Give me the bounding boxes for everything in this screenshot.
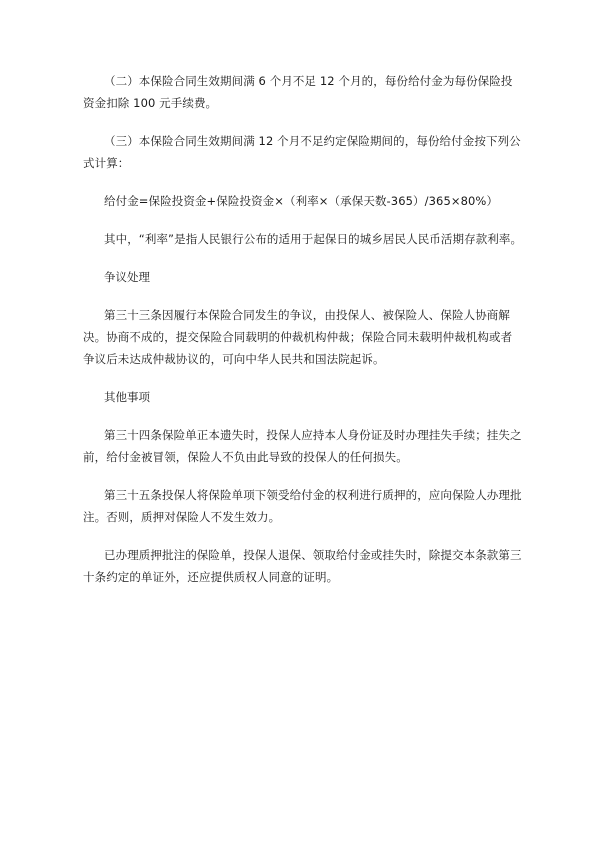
formula-paragraph: 给付金=保险投资金+保险投资金×（利率×（承保天数-365）/365×80%） [104,194,499,208]
document-body [83,70,523,604]
article-33-paragraph: 第三十三条因履行本保险合同发生的争议，由投保人、被保险人、保险人协商解决。协商不成的，提交保险合同载明的仲裁机构仲裁；保险合同未载明仲裁机构或者争议后未达成仲裁协议的，可向中华人民共和国法院起诉。 [83,308,513,366]
article-35-paragraph: 第三十五条投保人将保险单项下领受给付金的权利进行质押的，应向保险人办理批注。否则，质押对保险人不发生效力。 [83,488,522,524]
clause-3-paragraph: （三）本保险合同生效期间满 12 个月不足约定保险期间的，每份给付金按下列公式计算： [83,134,521,170]
pledge-note-paragraph: 已办理质押批注的保险单，投保人退保、领取给付金或挂失时，除提交本条款第三十条约定的单证外，还应提供质权人同意的证明。 [83,548,522,584]
clause-2-paragraph: （二）本保险合同生效期间满 6 个月不足 12 个月的，每份给付金为每份保险投资金扣除 100 元手续费。 [83,74,513,110]
interest-note-paragraph: 其中，“利率”是指人民银行公布的适用于起保日的城乡居民人民币活期存款利率。 [104,232,523,246]
other-matters-section-heading: 其他事项 [104,390,150,404]
article-34-paragraph: 第三十四条保险单正本遗失时，投保人应持本人身份证及时办理挂失手续；挂失之前，给付金被冒领，保险人不负由此导致的投保人的任何损失。 [83,428,522,464]
dispute-section-heading: 争议处理 [104,270,150,284]
